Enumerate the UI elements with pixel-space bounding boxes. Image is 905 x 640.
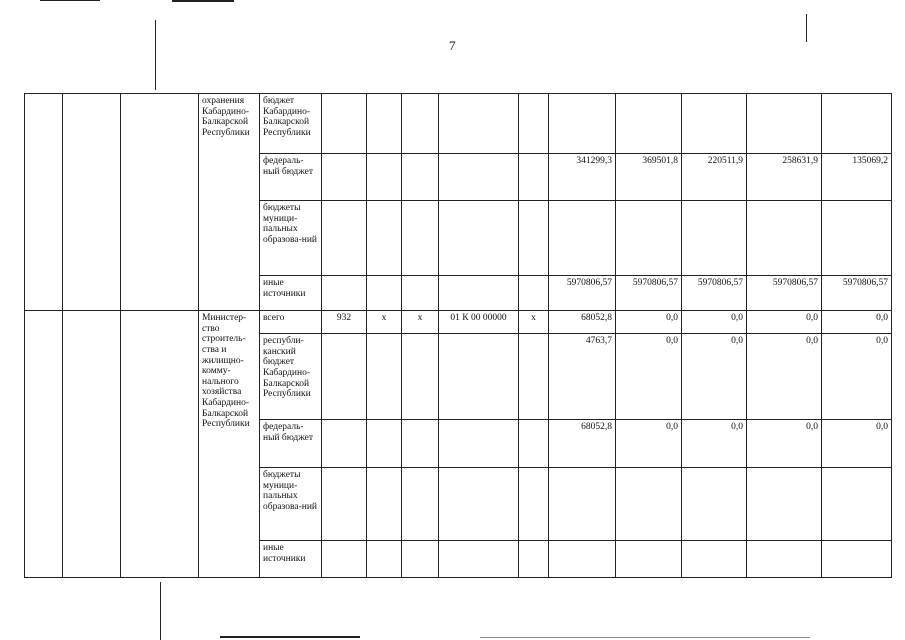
code-cell	[322, 276, 367, 311]
vr-cell: х	[519, 311, 549, 334]
code-cell: 932	[322, 311, 367, 334]
year-5-cell: 135069,2	[822, 154, 892, 201]
year-2-cell: 0,0	[616, 420, 682, 468]
source-cell: иные источники	[260, 276, 322, 311]
csr-cell	[439, 541, 519, 578]
year-4-cell	[747, 468, 822, 541]
year-5-cell	[822, 468, 892, 541]
csr-cell	[439, 468, 519, 541]
rz-cell	[367, 541, 402, 578]
year-3-cell	[682, 541, 747, 578]
year-2-cell: 5970806,57	[616, 276, 682, 311]
blank-col-3	[121, 311, 199, 578]
blank-col-1	[25, 311, 63, 578]
pr-cell	[402, 468, 439, 541]
csr-cell: 01 К 00 00000	[439, 311, 519, 334]
rz-cell	[367, 94, 402, 154]
pr-cell	[402, 154, 439, 201]
year-4-cell: 258631,9	[747, 154, 822, 201]
year-3-cell: 0,0	[682, 311, 747, 334]
pr-cell	[402, 334, 439, 420]
year-5-cell: 0,0	[822, 420, 892, 468]
vr-cell	[519, 420, 549, 468]
csr-cell	[439, 154, 519, 201]
year-1-cell: 4763,7	[549, 334, 616, 420]
year-4-cell: 5970806,57	[747, 276, 822, 311]
source-cell: федераль-ный бюджет	[260, 420, 322, 468]
scan-mark-vertical-left	[155, 20, 156, 90]
vr-cell	[519, 154, 549, 201]
year-5-cell	[822, 94, 892, 154]
rz-cell	[367, 334, 402, 420]
org-cell: Министер-ство строитель-ства и жилищно-комму-нального хозяйства Кабардино-Балкарской Республики	[199, 311, 260, 578]
blank-col-2	[63, 94, 121, 311]
year-5-cell: 0,0	[822, 334, 892, 420]
scan-mark-top-mid	[172, 0, 234, 2]
year-1-cell: 341299,3	[549, 154, 616, 201]
year-5-cell: 0,0	[822, 311, 892, 334]
year-3-cell: 0,0	[682, 420, 747, 468]
code-cell	[322, 154, 367, 201]
org-cell: охранения Кабардино-Балкарской Республики	[199, 94, 260, 311]
year-4-cell	[747, 541, 822, 578]
year-3-cell: 5970806,57	[682, 276, 747, 311]
source-cell: федераль-ный бюджет	[260, 154, 322, 201]
year-1-cell	[549, 201, 616, 276]
year-1-cell	[549, 468, 616, 541]
rz-cell	[367, 276, 402, 311]
year-1-cell	[549, 541, 616, 578]
csr-cell	[439, 276, 519, 311]
code-cell	[322, 541, 367, 578]
blank-col-2	[63, 311, 121, 578]
code-cell	[322, 334, 367, 420]
code-cell	[322, 94, 367, 154]
source-cell: бюджеты муници-пальных образова-ний	[260, 201, 322, 276]
scan-mark-top-left	[40, 0, 100, 1]
table-row	[25, 94, 892, 154]
code-cell	[322, 201, 367, 276]
year-4-cell	[747, 94, 822, 154]
scan-mark-bottom-right	[480, 637, 810, 638]
rz-cell	[367, 468, 402, 541]
scan-mark-vertical-left-bottom	[160, 582, 161, 640]
source-cell: всего	[260, 311, 322, 334]
csr-cell	[439, 94, 519, 154]
pr-cell	[402, 276, 439, 311]
rz-cell	[367, 201, 402, 276]
blank-col-1	[25, 94, 63, 311]
vr-cell	[519, 334, 549, 420]
scan-mark-bottom	[220, 636, 360, 638]
pr-cell	[402, 541, 439, 578]
year-4-cell: 0,0	[747, 311, 822, 334]
pr-cell	[402, 94, 439, 154]
year-2-cell: 369501,8	[616, 154, 682, 201]
source-cell: иные источники	[260, 541, 322, 578]
year-3-cell: 220511,9	[682, 154, 747, 201]
pr-cell: х	[402, 311, 439, 334]
table-row	[25, 311, 892, 334]
code-cell	[322, 420, 367, 468]
year-3-cell: 0,0	[682, 334, 747, 420]
year-4-cell	[747, 201, 822, 276]
page-number: 7	[449, 38, 456, 53]
scan-mark-vertical-right	[806, 14, 807, 42]
pr-cell	[402, 201, 439, 276]
csr-cell	[439, 420, 519, 468]
year-2-cell: 0,0	[616, 334, 682, 420]
year-1-cell: 68052,8	[549, 311, 616, 334]
code-cell	[322, 468, 367, 541]
rz-cell: х	[367, 311, 402, 334]
vr-cell	[519, 201, 549, 276]
year-2-cell: 0,0	[616, 311, 682, 334]
year-3-cell	[682, 468, 747, 541]
vr-cell	[519, 541, 549, 578]
source-cell: бюджет Кабардино-Балкарской Республики	[260, 94, 322, 154]
year-4-cell: 0,0	[747, 334, 822, 420]
year-3-cell	[682, 201, 747, 276]
year-2-cell	[616, 541, 682, 578]
year-2-cell	[616, 468, 682, 541]
year-5-cell	[822, 201, 892, 276]
rz-cell	[367, 420, 402, 468]
csr-cell	[439, 201, 519, 276]
year-2-cell	[616, 201, 682, 276]
year-3-cell	[682, 94, 747, 154]
vr-cell	[519, 276, 549, 311]
csr-cell	[439, 334, 519, 420]
source-cell: республи-канский бюджет Кабардино-Балкарской Республики	[260, 334, 322, 420]
source-cell: бюджеты муници-пальных образова-ний	[260, 468, 322, 541]
year-1-cell: 68052,8	[549, 420, 616, 468]
year-5-cell	[822, 541, 892, 578]
budget-table	[24, 93, 892, 578]
vr-cell	[519, 468, 549, 541]
vr-cell	[519, 94, 549, 154]
rz-cell	[367, 154, 402, 201]
pr-cell	[402, 420, 439, 468]
year-5-cell: 5970806,57	[822, 276, 892, 311]
blank-col-3	[121, 94, 199, 311]
year-1-cell	[549, 94, 616, 154]
year-4-cell: 0,0	[747, 420, 822, 468]
year-1-cell: 5970806,57	[549, 276, 616, 311]
year-2-cell	[616, 94, 682, 154]
